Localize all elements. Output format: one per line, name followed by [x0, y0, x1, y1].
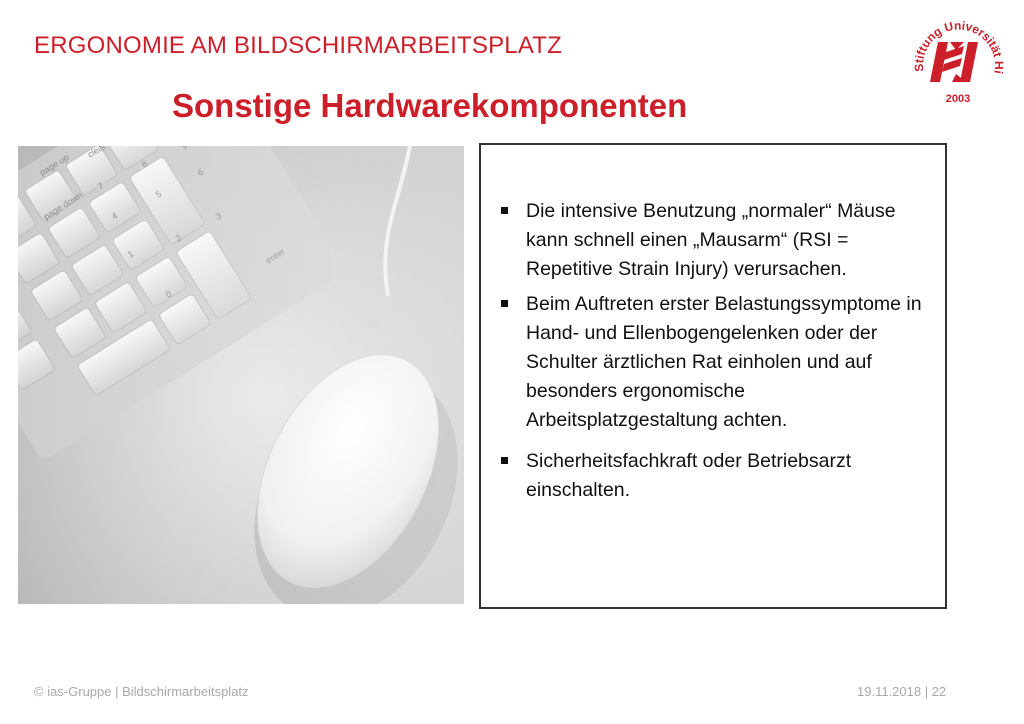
- bullet-item: [501, 447, 931, 505]
- logo-year: 2003: [945, 93, 971, 105]
- bullet-text: Sicherheitsfachkraft oder Betriebsarzt einschalten.: [526, 450, 852, 501]
- logo-h-mark: [930, 42, 978, 82]
- square-bullet-icon: [501, 300, 508, 307]
- content-box: [479, 143, 947, 609]
- bullet-list: [501, 197, 931, 511]
- bullet-item: [501, 290, 931, 435]
- logo-ring-text: Stiftung Universität Hi: [911, 18, 1007, 75]
- university-logo: [906, 12, 1010, 112]
- bullet-text: Beim Auftreten erster Belastungssymptome in Hand- und Ellenbogengelenken oder der Schulter ärztlichen Rat einholen und auf besonders ergonomische Arbeitsplatzgestaltung achten.: [526, 293, 922, 431]
- university-seal-icon: [906, 12, 1010, 112]
- footer-date-page: 19.11.2018 | 22: [857, 684, 947, 699]
- bullet-item: [501, 197, 931, 284]
- square-bullet-icon: [501, 457, 508, 464]
- footer-copyright: © ias-Gruppe | Bildschirmarbeitsplatz: [34, 684, 249, 699]
- keyboard-mouse-illustration: [18, 146, 464, 604]
- bullet-text: Die intensive Benutzung „normaler“ Mäuse kann schnell einen „Mausarm“ (RSI = Repetitive Strain Injury) verursachen.: [526, 200, 896, 280]
- square-bullet-icon: [501, 207, 508, 214]
- section-header: ERGONOMIE AM BILDSCHIRMARBEITSPLATZ: [34, 32, 562, 59]
- slide-title: Sonstige Hardwarekomponenten: [172, 87, 688, 124]
- keyboard-mouse-photo: [18, 146, 464, 604]
